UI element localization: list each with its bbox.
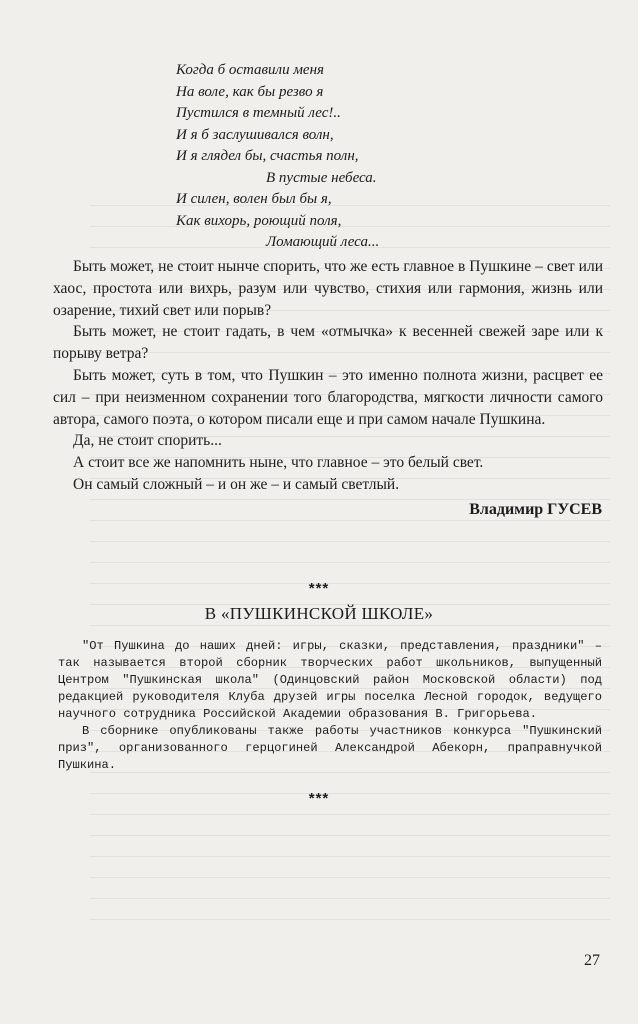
poem-line: Как вихорь, роющий поля, <box>176 212 342 229</box>
section-divider-stars: *** <box>308 580 330 597</box>
essay-paragraph: Быть может, не стоит гадать, в чем «отмычка» к весенней свежей заре или к порыву ветра? <box>53 323 603 363</box>
poem-line: И силен, волен был бы я, <box>176 191 332 207</box>
section-paragraph: В сборнике опубликованы также работы участников конкурса "Пушкинский приз", организованного герцогиней Александрой Абекорн, праправнучкой Пушкина. <box>58 724 602 772</box>
essay-paragraph: Да, не стоит спорить... <box>73 432 222 450</box>
section-body <box>58 638 602 774</box>
end-divider-stars: *** <box>308 790 330 807</box>
poem-line: В пустые небеса. <box>266 169 377 186</box>
author-signature: Владимир ГУСЕВ <box>469 501 602 518</box>
page-number: 27 <box>584 952 600 969</box>
poem-line: На воле, как бы резво я <box>176 83 324 100</box>
poem-line: Ломающий леса... <box>266 234 380 250</box>
essay-paragraph: Быть может, суть в том, что Пушкин – это именно полнота жизни, расцвет ее сил – при неизменном сохранении того благородства, мягкости личности самого автора, самого поэта, о котором писали еще и при самом начале Пушкина. <box>53 366 603 428</box>
section-paragraph: "От Пушкина до наших дней: игры, сказки, представления, праздники" – так называется второй сборник творческих работ школьников, выпущенный Центром "Пушкинская школа" (Одинцовский район Московской области) под редакцией руководителя Клуба друзей игры поселка Лесной городок, ведущего научного сотрудника Российской Академии образования В. Григорьева. <box>58 639 602 721</box>
essay-paragraph: А стоит все же напомнить ныне, что главное – это белый свет. <box>73 454 484 472</box>
poem-line: Пустился в темный лес!.. <box>176 105 341 121</box>
poem <box>176 60 416 254</box>
section-title: В «ПУШКИНСКОЙ ШКОЛЕ» <box>204 604 434 623</box>
poem-line: Когда б оставили меня <box>176 62 324 78</box>
essay-paragraph: Быть может, не стоит нынче спорить, что же есть главное в Пушкине – свет или хаос, простота или вихрь, разум или чувство, стихия или гармония, жизнь или озарение, тихий свет или порыв? <box>53 258 603 319</box>
essay-text <box>53 256 603 496</box>
poem-line: И я б заслушивался волн, <box>176 126 334 143</box>
essay-paragraph: Он самый сложный – и он же – и самый светлый. <box>73 475 400 493</box>
poem-line: И я глядел бы, счастья полн, <box>176 148 359 164</box>
